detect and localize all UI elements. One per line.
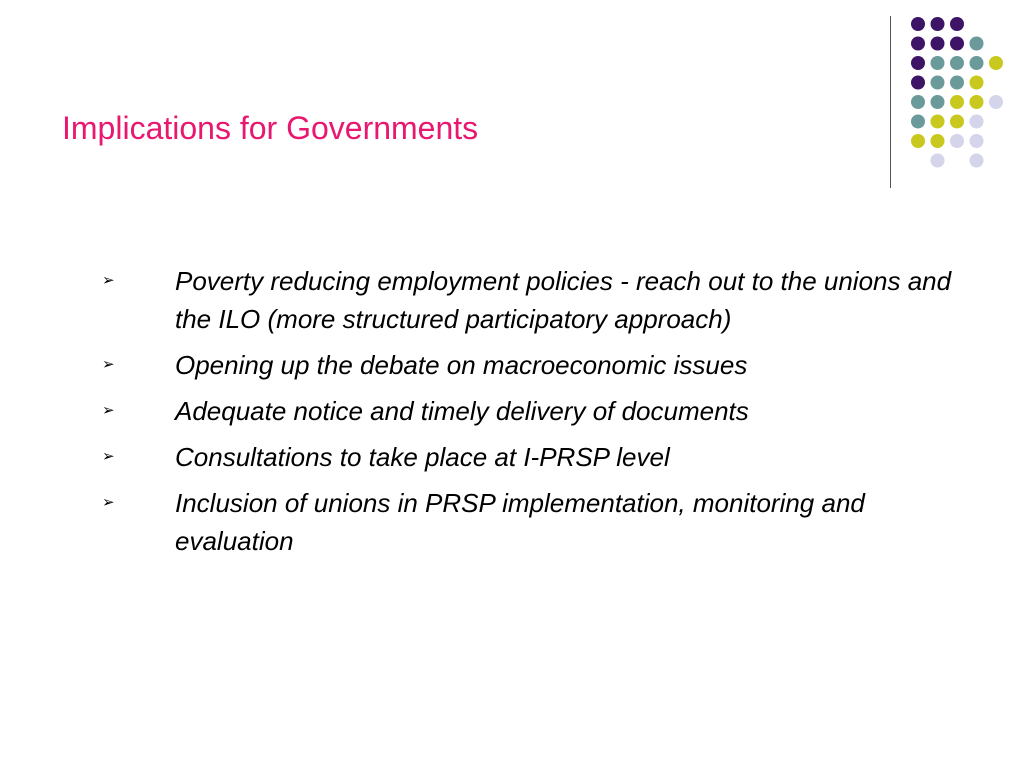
decorative-dot-purple bbox=[950, 37, 964, 51]
arrow-bullet-icon: ➢ bbox=[102, 356, 115, 373]
decorative-dot-teal bbox=[931, 56, 945, 70]
bullet-item bbox=[100, 438, 960, 476]
decorative-dot-olive bbox=[970, 95, 984, 109]
decorative-dot-olive bbox=[931, 115, 945, 129]
bullet-list bbox=[100, 262, 960, 568]
decorative-dot-purple bbox=[931, 37, 945, 51]
bullet-text: Adequate notice and timely delivery of documents bbox=[175, 396, 749, 426]
decorative-dot-teal bbox=[970, 37, 984, 51]
arrow-bullet-icon: ➢ bbox=[102, 402, 115, 419]
decorative-dot-purple bbox=[911, 76, 925, 90]
slide-title: Implications for Governments bbox=[62, 110, 479, 146]
decorative-dot-teal bbox=[950, 56, 964, 70]
decorative-dot-lavender bbox=[970, 134, 984, 148]
decorative-dot-olive bbox=[970, 76, 984, 90]
bullet-text: Opening up the debate on macroeconomic issues bbox=[175, 350, 748, 380]
decorative-dot-purple bbox=[911, 17, 925, 31]
decorative-dot-olive bbox=[989, 56, 1003, 70]
bullet-item bbox=[100, 346, 960, 384]
arrow-bullet-icon: ➢ bbox=[102, 448, 115, 465]
decorative-dot-teal bbox=[911, 95, 925, 109]
decorative-dot-lavender bbox=[970, 154, 984, 168]
bullet-text: Consultations to take place at I-PRSP level bbox=[175, 442, 670, 472]
decorative-dot-purple bbox=[911, 37, 925, 51]
decorative-dot-lavender bbox=[931, 154, 945, 168]
decorative-dot-teal bbox=[931, 95, 945, 109]
decorative-dot-teal bbox=[911, 115, 925, 129]
decorative-dot-lavender bbox=[950, 134, 964, 148]
decorative-dot-olive bbox=[950, 115, 964, 129]
bullet-item bbox=[100, 262, 960, 338]
arrow-bullet-icon: ➢ bbox=[102, 494, 115, 511]
bullet-text: Inclusion of unions in PRSP implementation, monitoring and evaluation bbox=[175, 488, 865, 556]
decorative-dot-purple bbox=[911, 56, 925, 70]
decorative-dot-lavender bbox=[989, 95, 1003, 109]
decorative-dot-purple bbox=[950, 17, 964, 31]
decorative-dot-olive bbox=[950, 95, 964, 109]
decorative-dot-teal bbox=[970, 56, 984, 70]
decorative-dot-grid bbox=[0, 0, 1024, 200]
decorative-dot-teal bbox=[950, 76, 964, 90]
decorative-dot-purple bbox=[931, 17, 945, 31]
arrow-bullet-icon: ➢ bbox=[102, 272, 115, 289]
bullet-text: Poverty reducing employment policies - reach out to the unions and the ILO (more structured participatory approach) bbox=[175, 266, 952, 334]
decorative-dot-olive bbox=[931, 134, 945, 148]
decorative-dot-olive bbox=[911, 134, 925, 148]
decorative-dot-lavender bbox=[970, 115, 984, 129]
bullet-item bbox=[100, 392, 960, 430]
decorative-dot-teal bbox=[931, 76, 945, 90]
bullet-item bbox=[100, 484, 960, 560]
title-divider-line bbox=[890, 16, 891, 188]
